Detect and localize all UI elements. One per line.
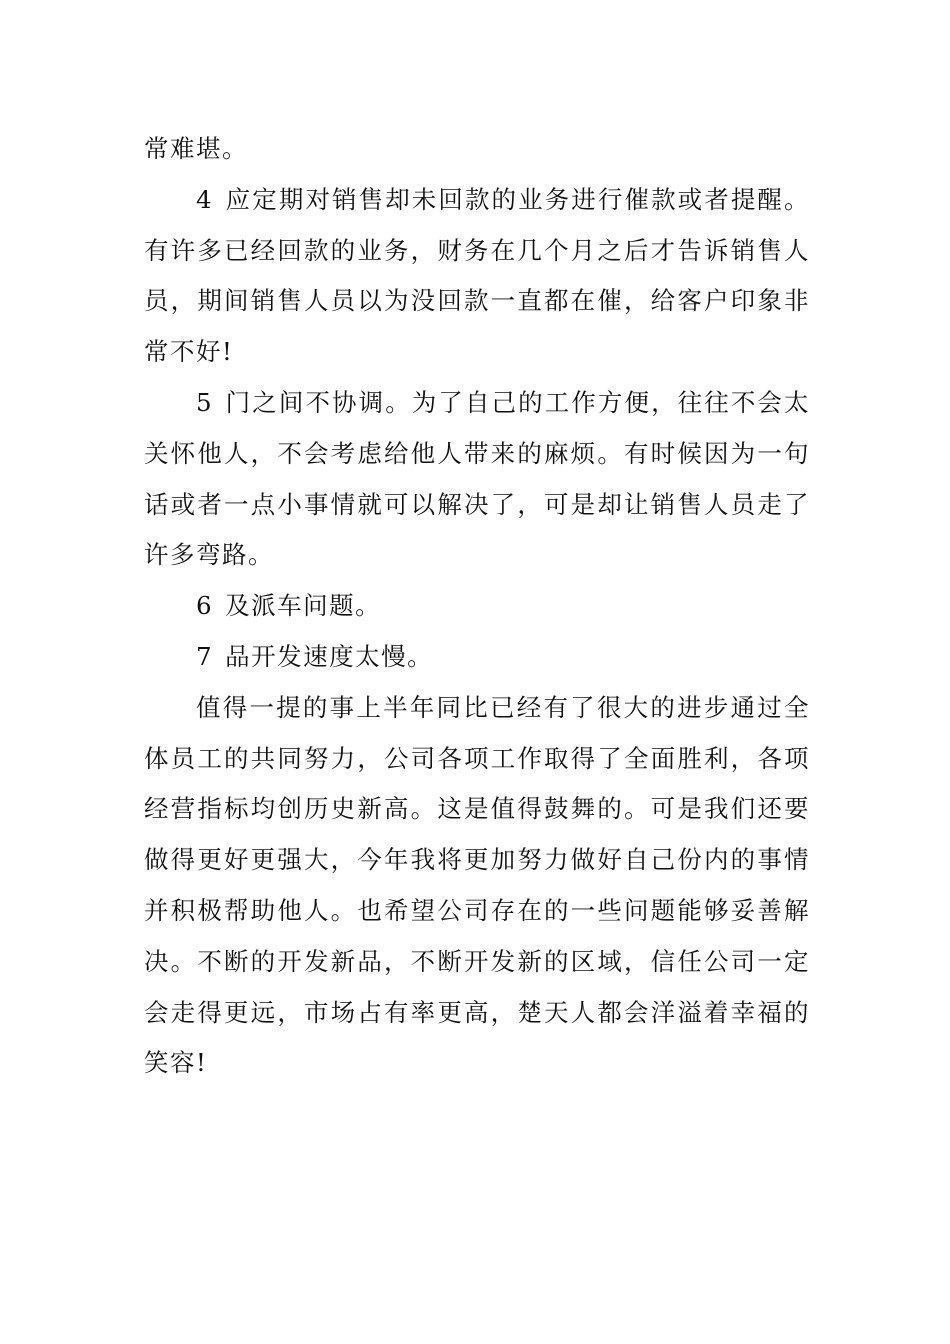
paragraph-item-5 [144, 378, 810, 581]
paragraph-continuation [144, 124, 810, 175]
paragraph-item-6 [144, 581, 810, 632]
item-number: 7 [196, 641, 214, 671]
paragraph-text: 门之间不协调。为了自己的工作方便，往往不会太关怀他人，不会考虑给他人带来的麻烦。有时候因为一句话或者一点小事情就可以解决了，可是却让销售人员走了许多弯路。 [144, 387, 810, 570]
paragraph-item-7 [144, 632, 810, 683]
item-number: 5 [196, 387, 214, 417]
paragraph-conclusion [144, 683, 810, 1089]
paragraph-text: 应定期对销售却未回款的业务进行催款或者提醒。有许多已经回款的业务，财务在几个月之后才告诉销售人员，期间销售人员以为没回款一直都在催，给客户印象非常不好! [144, 184, 810, 367]
paragraph-text: 品开发速度太慢。 [225, 641, 434, 671]
paragraph-text: 及派车问题。 [225, 591, 382, 621]
paragraph-text: 常难堪。 [144, 134, 248, 163]
document-body [144, 124, 810, 1089]
item-number: 4 [196, 184, 214, 214]
item-number: 6 [196, 591, 214, 621]
paragraph-item-4 [144, 175, 810, 378]
paragraph-text: 值得一提的事上半年同比已经有了很大的进步通过全体员工的共同努力，公司各项工作取得了全面胜利，各项经营指标均创历史新高。这是值得鼓舞的。可是我们还要做得更好更强大，今年我将更加努力做好自己份内的事情并积极帮助他人。也希望公司存在的一些问题能够妥善解决。不断的开发新品，不断开发新的区域，信任公司一定会走得更远，市场占有率更高，楚天人都会洋溢着幸福的笑容! [144, 692, 810, 1078]
